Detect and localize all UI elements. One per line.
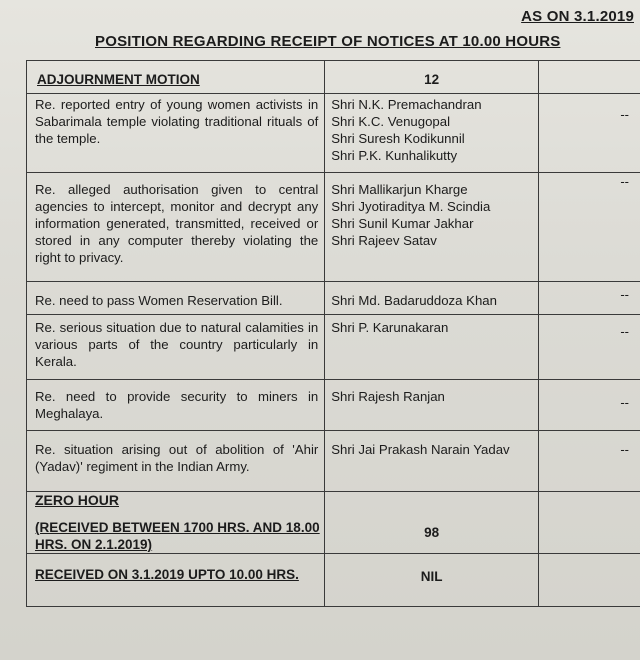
member-name: Shri Jyotiraditya M. Scindia bbox=[331, 199, 491, 214]
member-name: Shri Rajeev Satav bbox=[331, 233, 437, 248]
notice-subject: Re. serious situation due to natural calamities in various parts of the country particularly in Kerala. bbox=[27, 315, 325, 380]
notice-subject: Re. reported entry of young women activists in Sabarimala temple violating traditional rituals of the temple. bbox=[27, 94, 325, 173]
notice-subject: Re. alleged authorisation given to central agencies to intercept, monitor and decrypt any information generated, transmitted, received or stored in any computer thereby violating the right to privacy. bbox=[27, 173, 325, 282]
received-on-label: RECEIVED ON 3.1.2019 UPTO 10.00 HRS. bbox=[27, 554, 325, 607]
member-name: Shri Sunil Kumar Jakhar bbox=[331, 216, 474, 231]
page-title: POSITION REGARDING RECEIPT OF NOTICES AT 10.00 HOURS bbox=[95, 33, 561, 50]
members-list bbox=[325, 315, 539, 380]
adjournment-motion-count: 12 bbox=[325, 61, 539, 94]
empty-cell bbox=[539, 492, 640, 554]
notice-subject: Re. need to provide security to miners in Meghalaya. bbox=[27, 380, 325, 431]
members-list bbox=[325, 282, 539, 315]
adjournment-header-row bbox=[27, 61, 640, 94]
received-between-count: 98 bbox=[325, 492, 539, 554]
members-list bbox=[325, 431, 539, 492]
received-on-row bbox=[27, 554, 640, 607]
member-name: Shri K.C. Venugopal bbox=[331, 114, 451, 129]
member-name: Shri Rajesh Ranjan bbox=[331, 389, 445, 404]
table-row bbox=[27, 315, 640, 380]
empty-cell bbox=[539, 61, 640, 94]
as-on-date: AS ON 3.1.2019 bbox=[521, 8, 634, 25]
zero-hour-cell bbox=[27, 492, 325, 554]
zero-hour-row bbox=[27, 492, 640, 554]
status-mark: -- bbox=[539, 380, 640, 431]
empty-cell bbox=[539, 554, 640, 607]
table-row bbox=[27, 380, 640, 431]
member-name: Shri Suresh Kodikunnil bbox=[331, 131, 465, 146]
received-between-label: (RECEIVED BETWEEN 1700 HRS. AND 18.00 HRS. ON 2.1.2019) bbox=[35, 520, 320, 552]
status-mark: -- bbox=[539, 282, 640, 315]
member-name: Shri Md. Badaruddoza Khan bbox=[331, 293, 497, 308]
zero-hour-label: ZERO HOUR bbox=[35, 492, 119, 508]
member-name: Shri N.K. Premachandran bbox=[331, 97, 482, 112]
members-list bbox=[325, 380, 539, 431]
table-row bbox=[27, 282, 640, 315]
notices-table bbox=[26, 60, 640, 607]
table-row bbox=[27, 431, 640, 492]
status-mark: -- bbox=[539, 94, 640, 173]
members-list bbox=[325, 94, 539, 173]
status-mark: -- bbox=[539, 315, 640, 380]
table-row bbox=[27, 173, 640, 282]
notice-subject: Re. situation arising out of abolition of 'Ahir (Yadav)' regiment in the Indian Army. bbox=[27, 431, 325, 492]
received-on-count: NIL bbox=[325, 554, 539, 607]
member-name: Shri Jai Prakash Narain Yadav bbox=[331, 442, 510, 457]
adjournment-motion-label: ADJOURNMENT MOTION bbox=[27, 61, 325, 94]
member-name: Shri P. Karunakaran bbox=[331, 320, 449, 335]
status-mark: -- bbox=[539, 173, 640, 282]
member-name: Shri P.K. Kunhalikutty bbox=[331, 148, 458, 163]
status-mark: -- bbox=[539, 431, 640, 492]
notice-subject: Re. need to pass Women Reservation Bill. bbox=[27, 282, 325, 315]
members-list bbox=[325, 173, 539, 282]
member-name: Shri Mallikarjun Kharge bbox=[331, 182, 468, 197]
table-row bbox=[27, 94, 640, 173]
